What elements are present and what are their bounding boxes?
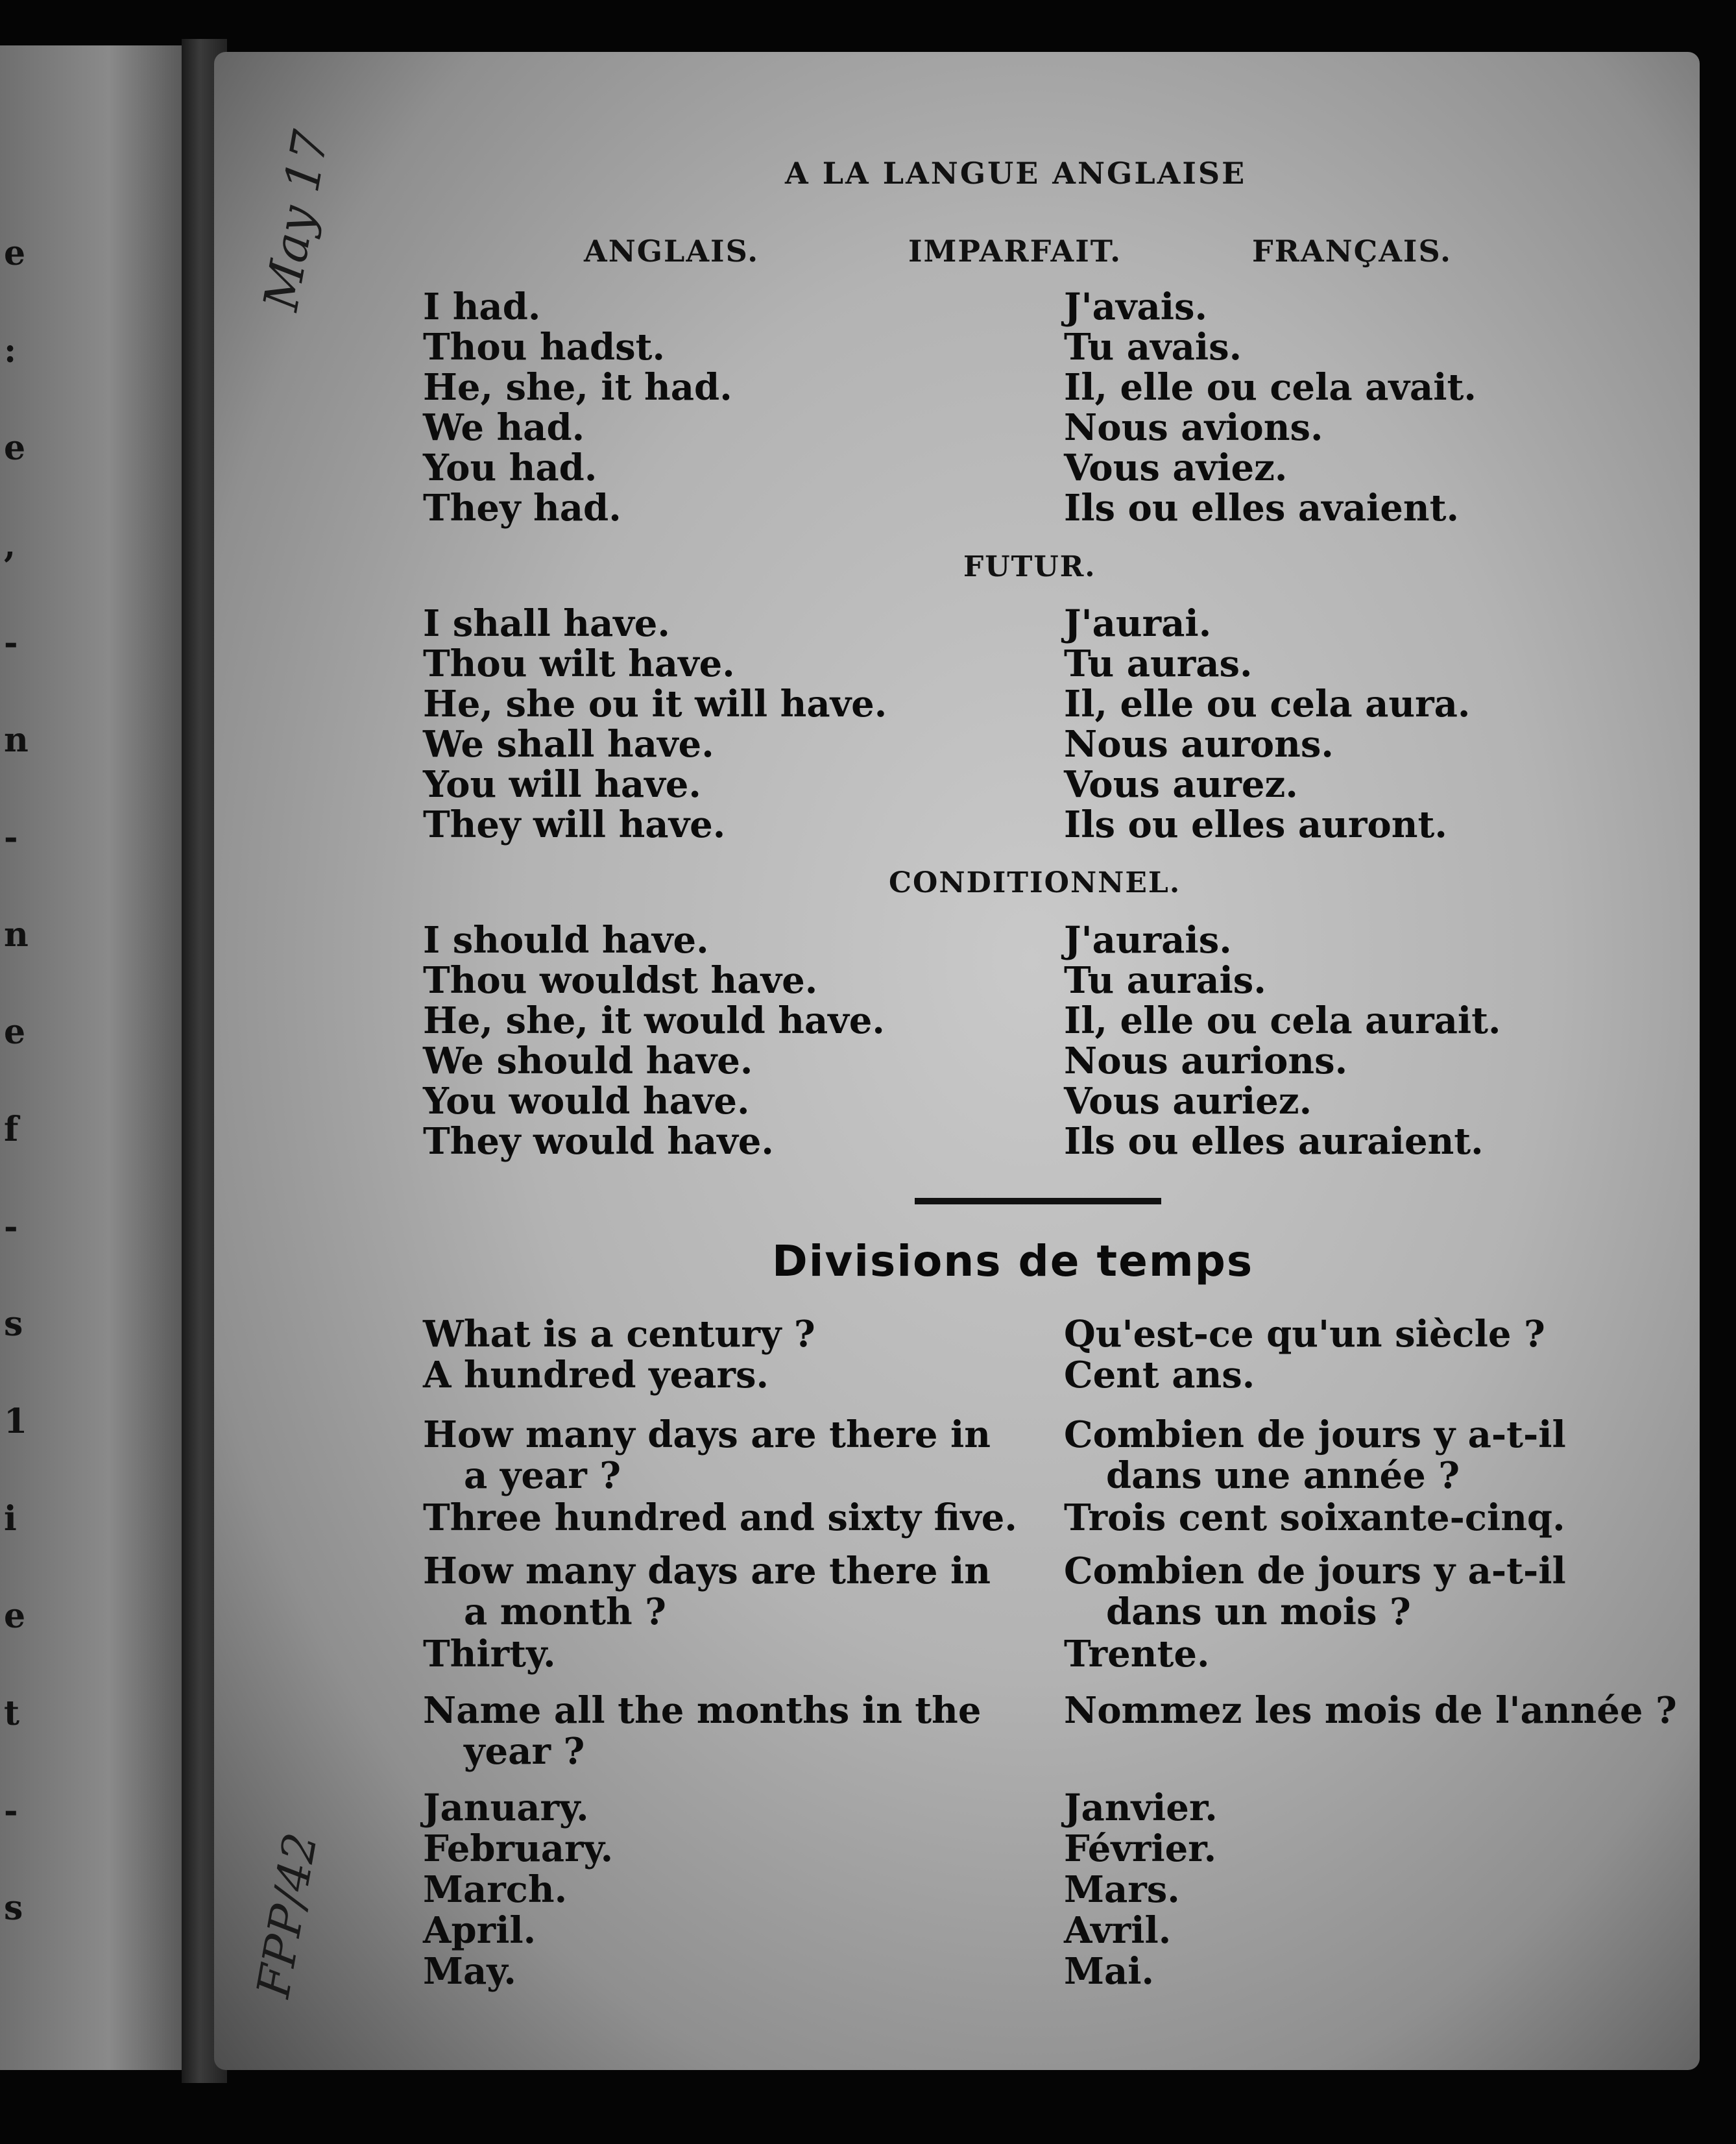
english-line: He, she, it would have. <box>423 999 885 1042</box>
french-line: Vous auriez. <box>1064 1080 1312 1123</box>
english-line: March. <box>423 1868 568 1911</box>
english-line: I should have. <box>423 919 709 962</box>
english-line: Three hundred and sixty five. <box>423 1496 1017 1539</box>
english-line: A hundred years. <box>423 1354 769 1396</box>
french-line: Il, elle ou cela aurait. <box>1064 999 1501 1042</box>
english-line: How many days are there in <box>423 1550 991 1592</box>
left-page-letter: - <box>4 818 18 857</box>
margin-note-bottom: FPP/42 <box>247 1829 328 2002</box>
english-line: Thirty. <box>423 1633 556 1675</box>
french-line: Nous avions. <box>1064 406 1323 449</box>
divisions-title: Divisions de temps <box>772 1236 1254 1286</box>
english-line: We should have. <box>423 1040 753 1082</box>
english-line: Thou hadst. <box>423 326 665 369</box>
section-divider-rule <box>915 1198 1161 1204</box>
left-page-letter: s <box>4 1304 23 1344</box>
english-line: Thou wilt have. <box>423 642 735 685</box>
left-page-letter: e <box>4 234 26 273</box>
english-line: He, she, it had. <box>423 366 732 409</box>
english-line: They would have. <box>423 1120 774 1163</box>
french-line: Nous aurons. <box>1064 723 1334 766</box>
left-page-fragment <box>0 45 182 2070</box>
column-head-french: FRANÇAIS. <box>1252 234 1453 269</box>
french-line: Nommez les mois de l'année ? <box>1064 1689 1677 1732</box>
french-line: Vous aviez. <box>1064 446 1288 489</box>
english-line: We had. <box>423 406 585 449</box>
english-line: We shall have. <box>423 723 714 766</box>
french-line: Ils ou elles auront. <box>1064 803 1447 846</box>
left-page-edge-letters <box>0 45 39 2070</box>
english-line: April. <box>423 1909 536 1952</box>
english-line: They will have. <box>423 803 726 846</box>
english-line: I shall have. <box>423 602 670 645</box>
english-line: year ? <box>464 1730 585 1773</box>
left-page-letter: - <box>4 1207 18 1247</box>
left-page-letter: s <box>4 1888 23 1928</box>
left-page-letter: e <box>4 428 26 468</box>
english-line: Thou wouldst have. <box>423 959 818 1002</box>
french-line: Ils ou elles avaient. <box>1064 487 1459 530</box>
french-line: Cent ans. <box>1064 1354 1255 1396</box>
french-line: Février. <box>1064 1827 1217 1870</box>
running-head: A LA LANGUE ANGLAISE <box>785 156 1247 191</box>
english-line: February. <box>423 1827 614 1870</box>
english-line: January. <box>423 1786 589 1829</box>
french-line: Combien de jours y a-t-il <box>1064 1550 1566 1592</box>
left-page-letter: : <box>4 331 17 371</box>
left-page-letter: - <box>4 1791 18 1831</box>
french-line: Avril. <box>1064 1909 1172 1952</box>
english-line: You would have. <box>423 1080 750 1123</box>
left-page-letter: i <box>4 1499 17 1539</box>
english-line: He, she ou it will have. <box>423 683 887 725</box>
left-page-letter: t <box>4 1694 20 1733</box>
left-page-letter: f <box>4 1110 19 1149</box>
column-head-imparfait: IMPARFAIT. <box>908 234 1122 269</box>
left-page-letter: 1 <box>4 1402 28 1441</box>
french-line: Qu'est-ce qu'un siècle ? <box>1064 1313 1545 1356</box>
english-line: a month ? <box>464 1590 666 1633</box>
french-line: dans une année ? <box>1106 1454 1460 1497</box>
french-line: Tu avais. <box>1064 326 1242 369</box>
column-head-english: ANGLAIS. <box>584 234 760 269</box>
left-page-letter: n <box>4 915 29 955</box>
french-line: Mai. <box>1064 1950 1155 1993</box>
english-line: a year ? <box>464 1454 621 1497</box>
french-line: Vous aurez. <box>1064 763 1298 806</box>
french-line: Tu aurais. <box>1064 959 1266 1002</box>
english-line: You had. <box>423 446 597 489</box>
french-line: Nous aurions. <box>1064 1040 1348 1082</box>
french-line: J'avais. <box>1064 286 1208 328</box>
french-line: J'aurai. <box>1064 602 1212 645</box>
french-line: Mars. <box>1064 1868 1180 1911</box>
english-line: How many days are there in <box>423 1413 991 1456</box>
french-line: Ils ou elles auraient. <box>1064 1120 1484 1163</box>
french-line: Il, elle ou cela aura. <box>1064 683 1471 725</box>
french-line: Combien de jours y a-t-il <box>1064 1413 1566 1456</box>
french-line: Il, elle ou cela avait. <box>1064 366 1477 409</box>
left-page-letter: - <box>4 623 18 663</box>
english-line: You will have. <box>423 763 701 806</box>
margin-note-top: May 17 <box>253 126 340 315</box>
english-line: They had. <box>423 487 621 530</box>
left-page-letter: , <box>4 526 16 565</box>
english-line: What is a century ? <box>423 1313 815 1356</box>
left-page-letter: e <box>4 1012 26 1052</box>
english-line: May. <box>423 1950 516 1993</box>
section-head-conditionnel: CONDITIONNEL. <box>889 866 1181 899</box>
left-page-letter: e <box>4 1596 26 1636</box>
french-line: Tu auras. <box>1064 642 1253 685</box>
section-head-futur: FUTUR. <box>963 550 1096 583</box>
english-line: Name all the months in the <box>423 1689 982 1732</box>
french-line: Trente. <box>1064 1633 1210 1675</box>
french-line: J'aurais. <box>1064 919 1232 962</box>
french-line: Janvier. <box>1064 1786 1218 1829</box>
left-page-letter: n <box>4 720 29 760</box>
french-line: Trois cent soixante-cinq. <box>1064 1496 1565 1539</box>
english-line: I had. <box>423 286 541 328</box>
french-line: dans un mois ? <box>1106 1590 1411 1633</box>
